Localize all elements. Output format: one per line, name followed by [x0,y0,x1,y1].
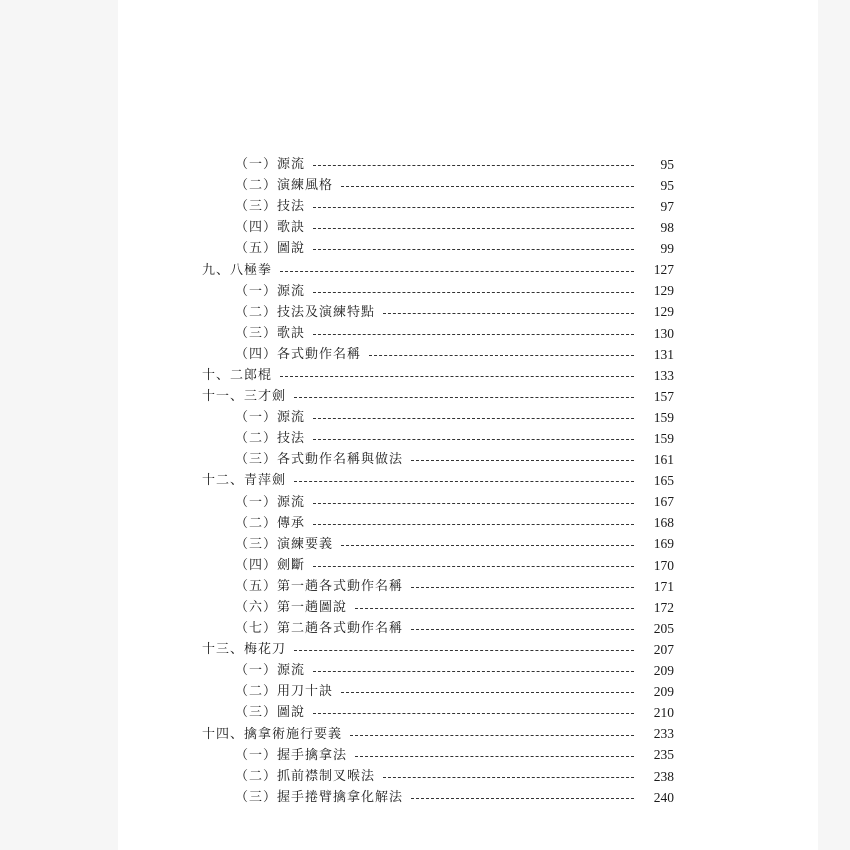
toc-entry [202,470,674,491]
toc-dot-leader [355,608,634,609]
toc-dot-leader [294,397,634,398]
toc-dot-leader [411,460,634,461]
toc-dot-leader [313,524,634,525]
toc-entry [202,681,674,702]
toc-entry [202,365,674,386]
toc-entry-page: 159 [653,409,674,425]
toc-entry-page: 207 [653,641,674,657]
toc-dot-leader [280,271,634,272]
table-of-contents [202,154,674,808]
toc-entry-page: 98 [660,220,674,236]
toc-entry-title: 十四、擒拿術施行要義 [202,726,343,742]
toc-dot-leader [313,713,634,714]
toc-entry [202,534,674,555]
toc-entry-title: 九、八極拳 [202,262,273,278]
toc-dot-leader [411,798,634,799]
toc-entry-title: （五）圖說 [235,241,306,257]
toc-entry-title: 十一、三才劍 [202,389,287,405]
toc-entry-page: 157 [653,388,674,404]
toc-entry [202,618,674,639]
toc-entry-title: 十三、梅花刀 [202,642,287,658]
toc-dot-leader [341,186,634,187]
toc-entry [202,766,674,787]
toc-entry-page: 99 [660,241,674,257]
toc-entry-page: 171 [653,578,674,594]
toc-entry-page: 209 [653,684,674,700]
toc-entry-page: 127 [653,262,674,278]
toc-entry-title: （三）技法 [235,199,306,215]
toc-entry-title: （三）握手捲臂擒拿化解法 [235,789,404,805]
toc-entry-title: （七）第二趟各式動作名稱 [235,621,404,637]
toc-entry-title: （三）各式動作名稱與做法 [235,452,404,468]
toc-dot-leader [294,481,634,482]
toc-entry-title: 十二、青萍劍 [202,473,287,489]
toc-dot-leader [411,587,634,588]
toc-entry [202,513,674,534]
toc-entry [202,639,674,660]
toc-entry [202,154,674,175]
toc-entry-page: 170 [653,557,674,573]
toc-entry-title: （三）圖說 [235,705,306,721]
toc-entry-title: （一）源流 [235,494,306,510]
toc-entry-page: 210 [653,705,674,721]
toc-entry-page: 133 [653,367,674,383]
toc-entry [202,407,674,428]
toc-entry-title: （一）源流 [235,410,306,426]
toc-dot-leader [341,692,634,693]
toc-entry-title: （四）歌訣 [235,220,306,236]
toc-entry [202,302,674,323]
toc-entry [202,449,674,470]
toc-entry-page: 240 [653,789,674,805]
toc-entry-page: 169 [653,536,674,552]
toc-entry [202,745,674,766]
toc-dot-leader [313,292,634,293]
toc-entry-page: 233 [653,726,674,742]
toc-entry-title: （一）源流 [235,283,306,299]
toc-entry-page: 167 [653,494,674,510]
toc-entry-page: 95 [660,177,674,193]
toc-entry-title: （二）傳承 [235,515,306,531]
toc-dot-leader [355,756,634,757]
toc-dot-leader [313,439,634,440]
toc-entry [202,217,674,238]
toc-entry [202,702,674,723]
toc-entry [202,597,674,618]
toc-entry [202,660,674,681]
toc-dot-leader [313,418,634,419]
toc-dot-leader [383,777,634,778]
toc-entry-page: 209 [653,663,674,679]
toc-entry [202,323,674,344]
toc-entry-title: （二）技法 [235,431,306,447]
toc-entry [202,428,674,449]
toc-entry [202,259,674,280]
toc-entry-title: （二）演練風格 [235,178,334,194]
toc-dot-leader [313,207,634,208]
toc-dot-leader [341,545,634,546]
toc-entry [202,555,674,576]
toc-entry [202,724,674,745]
toc-dot-leader [313,334,634,335]
toc-entry-title: （四）各式動作名稱 [235,346,362,362]
toc-dot-leader [313,671,634,672]
toc-entry-title: （一）源流 [235,157,306,173]
toc-dot-leader [350,735,634,736]
toc-entry-page: 205 [653,620,674,636]
toc-dot-leader [294,650,634,651]
toc-entry-title: （一）握手擒拿法 [235,747,348,763]
toc-entry-page: 168 [653,515,674,531]
toc-entry-title: （二）抓前襟制叉喉法 [235,768,376,784]
toc-entry-title: （二）技法及演練特點 [235,304,376,320]
toc-dot-leader [313,249,634,250]
toc-entry-page: 161 [653,452,674,468]
toc-dot-leader [313,503,634,504]
toc-entry-page: 97 [660,198,674,214]
toc-dot-leader [313,228,634,229]
toc-entry-page: 235 [653,747,674,763]
toc-entry-title: （二）用刀十訣 [235,684,334,700]
toc-entry-page: 95 [660,156,674,172]
toc-entry-page: 130 [653,325,674,341]
toc-dot-leader [280,376,634,377]
toc-dot-leader [369,355,634,356]
toc-entry-page: 131 [653,346,674,362]
toc-entry-title: （五）第一趟各式動作名稱 [235,578,404,594]
toc-entry-page: 172 [653,599,674,615]
toc-entry-page: 165 [653,473,674,489]
toc-entry [202,196,674,217]
toc-entry-page: 129 [653,283,674,299]
toc-entry [202,386,674,407]
toc-entry [202,238,674,259]
toc-entry-title: 十、二郎棍 [202,367,273,383]
toc-entry-title: （一）源流 [235,663,306,679]
toc-entry-page: 129 [653,304,674,320]
toc-entry-title: （三）歌訣 [235,325,306,341]
toc-dot-leader [383,313,634,314]
toc-dot-leader [313,165,634,166]
toc-entry [202,344,674,365]
toc-entry [202,281,674,302]
toc-dot-leader [313,566,634,567]
toc-entry [202,175,674,196]
toc-entry [202,492,674,513]
toc-entry-title: （四）劍斷 [235,557,306,573]
toc-entry-page: 238 [653,768,674,784]
toc-entry-title: （六）第一趟圖說 [235,600,348,616]
toc-entry-title: （三）演練要義 [235,536,334,552]
toc-entry [202,787,674,808]
toc-entry-page: 159 [653,431,674,447]
toc-entry [202,576,674,597]
toc-dot-leader [411,629,634,630]
